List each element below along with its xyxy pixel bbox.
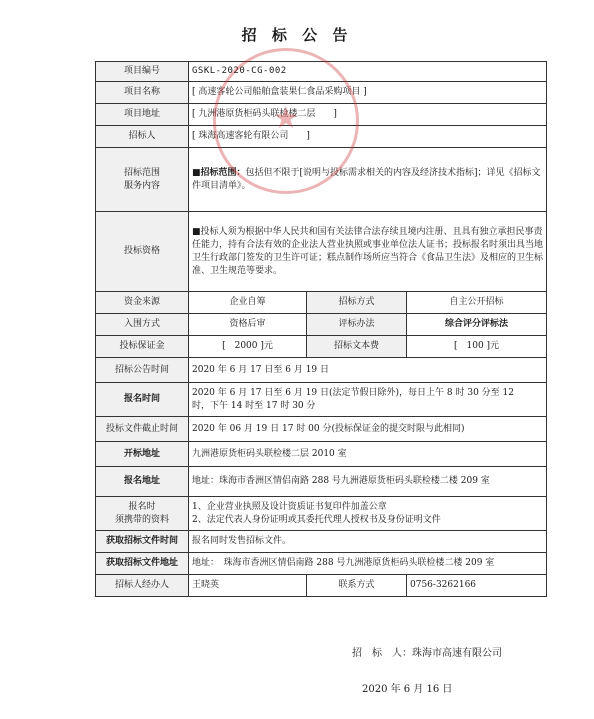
- project-no-value: GSKL-2020-CG-002: [189, 62, 547, 82]
- documents-label-line2: 须携带的资料: [114, 514, 169, 525]
- seal-star-icon: ★: [272, 101, 300, 136]
- scope-label-line1: 招标范围: [123, 167, 160, 178]
- row-tenderer: [96, 126, 547, 148]
- register-place-value: 地址：珠海市香洲区情侣南路 288 号九洲港原货柜码头联检楼二楼 209 室: [189, 467, 547, 497]
- deadline-value: 2020 年 06 月 19 日 17 时 00 分(投标保证金的提交时限与此相同): [189, 417, 547, 442]
- documents-line1: 1、企业营业执照及设计资质证书复印件加盖公章: [192, 501, 387, 512]
- documents-label-line1: 报名时: [128, 501, 156, 512]
- row-project-address: [96, 104, 547, 126]
- bond-value: [ 2000 ]元: [189, 336, 307, 358]
- handler-value: 王晓英: [189, 575, 307, 597]
- documents-label: [96, 497, 189, 531]
- contact-label: 联系方式: [307, 575, 407, 597]
- scope-label-line2: 服务内容: [123, 180, 160, 191]
- scope-value-bold: ■招标范围：: [192, 167, 246, 178]
- opening-place-value: 九洲港原货柜码头联检楼二层 2010 室: [189, 442, 547, 467]
- project-address-value: [ 九洲港原货柜码头联检楼二层 ]: [189, 104, 547, 126]
- funding-value: 企业自筹: [189, 292, 307, 314]
- get-time-value: 报名同时发售招标文件。: [189, 531, 547, 553]
- row-bond: [96, 336, 547, 358]
- qualification-value: ■投标人须为根据中华人民共和国有关法律合法存续且境内注册、且具有独立承担民事责任能力，持有合法有效的企业法人营业执照或事业单位法人证书；投标报名时须出具当地卫生行政部门签发的卫生许可证；糕点制作场所应当符合《食品卫生法》及相应的卫生标准、卫生规范等要求。: [189, 212, 547, 292]
- row-entry: [96, 314, 547, 336]
- documents-value: [189, 497, 547, 531]
- register-time-line1: 2020 年 6 月 17 日至 6 月 19 日(法定节假日除外)，每日上午 8 时 30 分至 12: [192, 387, 514, 398]
- deadline-label: 投标文件截止时间: [96, 417, 189, 442]
- project-no-label: 项目编号: [96, 62, 189, 82]
- row-handler: [96, 575, 547, 597]
- scope-value-text: 包括但不限于[说明与投标需求相关的内容及经济技术指标]；详见《招标文件项目清单》。: [192, 167, 541, 191]
- entry-label: 入围方式: [96, 314, 189, 336]
- tenderer-label: 招标人: [96, 126, 189, 148]
- scope-label: [96, 148, 189, 212]
- row-opening-place: [96, 442, 547, 467]
- get-place-label: 获取招标文件地址: [96, 553, 189, 575]
- qualification-label: 投标资格: [96, 212, 189, 292]
- announce-time-value: 2020 年 6 月 17 日至 6 月 19 日: [189, 358, 547, 383]
- project-address-label: 项目地址: [96, 104, 189, 126]
- row-project-name: [96, 82, 547, 104]
- row-announce-time: [96, 358, 547, 383]
- project-name-value: [ 高速客轮公司船舶盒装果仁食品采购项目 ]: [189, 82, 547, 104]
- register-place-label: 报名地址: [96, 467, 189, 497]
- row-deadline: [96, 417, 547, 442]
- get-time-label: 获取招标文件时间: [96, 531, 189, 553]
- register-time-label: 报名时间: [96, 383, 189, 417]
- announce-time-label: 招标公告时间: [96, 358, 189, 383]
- scope-value: [189, 148, 547, 212]
- method-value: 自主公开招标: [407, 292, 547, 314]
- row-get-time: [96, 531, 547, 553]
- tenderer-value: [ 珠海高速客轮有限公司 ]: [189, 126, 547, 148]
- doc-fee-label: 招标文本费: [307, 336, 407, 358]
- row-get-place: [96, 553, 547, 575]
- register-time-line2: 时，下午 14 时至 17 时 30 分: [192, 400, 316, 411]
- tender-notice-table: [95, 61, 547, 597]
- row-register-place: [96, 467, 547, 497]
- signer-line: 招 标 人：珠海市高速有限公司: [352, 648, 502, 659]
- method-label: 招标方式: [307, 292, 407, 314]
- evaluation-label: 评标办法: [307, 314, 407, 336]
- bond-label: 投标保证金: [96, 336, 189, 358]
- evaluation-value: 综合评分评标法: [407, 314, 547, 336]
- row-scope: [96, 148, 547, 212]
- row-documents: [96, 497, 547, 531]
- documents-line2: 2、法定代表人身份证明或其委托代理人授权书及身份证明文件: [192, 514, 441, 525]
- entry-value: 资格后审: [189, 314, 307, 336]
- issue-date: 2020 年 6 月 16 日: [362, 684, 453, 695]
- handler-label: 招标人经办人: [96, 575, 189, 597]
- row-project-no: [96, 62, 547, 82]
- row-register-time: [96, 383, 547, 417]
- funding-label: 资金来源: [96, 292, 189, 314]
- project-name-label: 项目名称: [96, 82, 189, 104]
- opening-place-label: 开标地址: [96, 442, 189, 467]
- row-qualification: [96, 212, 547, 292]
- get-place-value: 地址： 珠海市香洲区情侣南路 288 号九洲港原货柜码头联检楼二楼 209 室: [189, 553, 547, 575]
- register-time-value: [189, 383, 547, 417]
- page-title: 招 标 公 告: [241, 26, 353, 44]
- doc-fee-value: [ 100 ]元: [407, 336, 547, 358]
- row-funding: [96, 292, 547, 314]
- contact-value: 0756-3262166: [407, 575, 547, 597]
